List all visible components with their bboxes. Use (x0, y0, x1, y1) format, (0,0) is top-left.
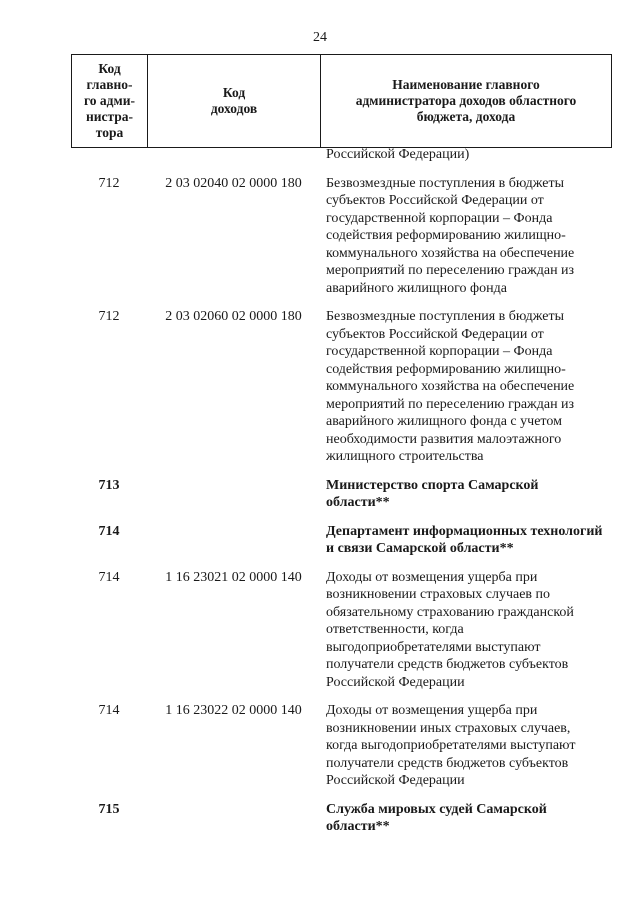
table-header (71, 54, 612, 148)
admin-code-cell (71, 146, 147, 164)
income-code-cell (147, 523, 320, 558)
admin-code-cell: 712 (98, 309, 120, 324)
name-cell: Доходы от возмещения ущерба при возникновении иных страховых случаев, когда выгодоприобретателями выступают получатели средств бюджетов субъектов Российской Федерации (326, 703, 576, 788)
header-name: Наименование главного администратора доходов областного бюджета, дохода (355, 77, 577, 124)
table-row (71, 702, 612, 790)
admin-code-cell: 714 (98, 523, 120, 539)
table-row (71, 569, 612, 692)
name-cell: Российской Федерации) (326, 147, 470, 162)
table-row (71, 801, 612, 836)
income-code-cell: 2 03 02040 02 0000 180 (165, 175, 302, 191)
income-code-cell: 2 03 02060 02 0000 180 (165, 309, 302, 324)
name-cell: Департамент информационных технологий и связи Самарской области** (326, 523, 603, 556)
income-code-cell (147, 801, 320, 836)
table-row (71, 308, 612, 466)
admin-code-cell: 715 (98, 801, 120, 817)
name-cell: Безвозмездные поступления в бюджеты субъектов Российской Федерации от государственной корпорации – Фонда содействия реформированию жилищно-коммунального хозяйства на обеспечение мероприятий по переселению граждан из аварийного жилищного фонда с учетом необходимости развития малоэтажного жилищного строительства (326, 309, 575, 464)
admin-code-cell: 713 (98, 477, 120, 493)
income-code-cell (147, 477, 320, 512)
page-number: 24 (313, 30, 327, 45)
income-code-cell (147, 146, 320, 164)
name-cell: Доходы от возмещения ущерба при возникновении страховых случаев по обязательному страхованию гражданской ответственности, когда выгодоприобретателями выступают получатели средств бюджетов субъектов Российской Федерации (326, 569, 574, 690)
name-cell: Безвозмездные поступления в бюджеты субъектов Российской Федерации от государственной корпорации – Фонда содействия реформированию жилищно-коммунального хозяйства на обеспечение мероприятий по переселению граждан из аварийного жилищного фонда (326, 175, 575, 296)
admin-code-cell: 714 (98, 703, 120, 718)
header-admin-code: Код главно- го адми- нистра- тора (72, 55, 148, 147)
name-cell: Министерство спорта Самарской области** (326, 477, 539, 510)
table-row (71, 477, 612, 512)
table-body (71, 146, 612, 836)
income-code-cell: 1 16 23021 02 0000 140 (165, 569, 302, 585)
table-row (71, 523, 612, 558)
admin-code-cell: 714 (98, 569, 120, 585)
name-cell: Служба мировых судей Самарской области** (326, 801, 547, 834)
income-code-cell: 1 16 23022 02 0000 140 (165, 703, 302, 718)
table-row (71, 175, 612, 298)
admin-code-cell: 712 (98, 175, 120, 191)
table-row (71, 146, 612, 164)
header-income-code: Код доходов (148, 55, 321, 147)
